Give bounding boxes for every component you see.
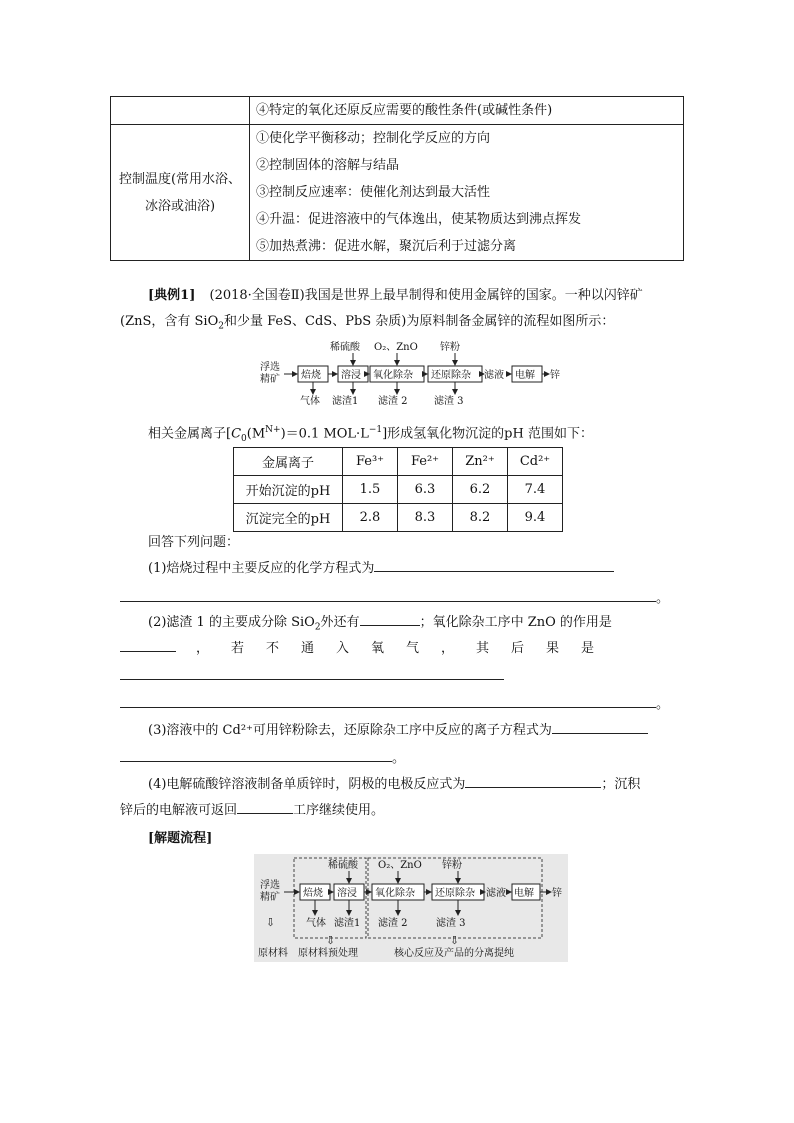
example-source: (2018·全国卷Ⅱ) [209,288,305,303]
flow-output: 气体 [306,918,326,929]
flow-step: 还原除杂 [431,370,471,381]
question-3: (3)溶液中的 Cd²⁺可用锌粉除去，还原除杂工序中反应的离子方程式为 [148,718,704,744]
temperature-label-1: 控制温度(常用水浴、 [118,171,242,187]
flow-step: 电解 [514,888,534,899]
table-cell: 6.2 [453,476,508,504]
table-header: Cd²⁺ [508,448,563,476]
question-2-line-2: ，若不通入氧气，其后果是 [120,636,676,662]
table-cell: 开始沉淀的pH [234,476,343,504]
ph-table [233,447,563,532]
stage-label: 核心反应及产品的分离提纯 [394,948,514,959]
flow-start-1: 浮选 [260,362,280,373]
question-3-line-2: 。 [120,746,676,772]
example-line-2: (ZnS，含有 SiO$_2$和少量 FeS、CdS、PbS 杂质)为原料制备金属锌的流程如图所示： [120,314,615,332]
flow-step: 溶浸 [341,370,361,381]
question-2-line-4: 。 [120,692,676,718]
question-1: (1)焙烧过程中主要反应的化学方程式为 [148,556,704,582]
flow-step: 焙烧 [303,888,323,899]
stage-label: 原材料 [258,948,288,959]
table-row [234,448,563,476]
down-arrow-icon: ⇩ [450,934,460,947]
table-cell: 8.3 [398,504,453,532]
question-4: (4)电解硫酸锌溶液制备单质锌时，阴极的电极反应式为 ；沉积 [148,772,704,798]
ion-intro: 相关金属离子[$C_0(M^{N+})=0.1$ $MOL\cdot L^{-1}$]形成氢氧化物沉淀的pH 范围如下： [148,425,593,444]
list-item: ④升温：促进溶液中的气体逸出，使某物质达到沸点挥发 [256,212,582,227]
table-header: Zn²⁺ [453,448,508,476]
flow-step: 焙烧 [301,370,321,381]
list-item: ②控制固体的溶解与结晶 [256,158,400,173]
flow-start-2: 精矿 [260,892,280,903]
answer-blank[interactable] [120,665,504,680]
flow-end: 锌 [552,888,562,899]
table-cell: 8.2 [453,504,508,532]
answer-blank[interactable] [360,611,420,626]
flow-input: O₂、ZnO [378,860,422,871]
conditions-table [110,96,684,261]
answer-blank[interactable] [552,719,648,734]
flow-end: 锌 [550,370,560,381]
flow-output: 气体 [300,396,320,407]
question-4-line-2: 锌后的电解液可返回 工序继续使用。 [120,798,676,824]
answer-blank[interactable] [120,637,176,652]
example-label: [典例1] [148,288,196,303]
table-cell: 9.4 [508,504,563,532]
flow-step: 氧化除杂 [373,370,413,381]
solution-label: [解题流程] [148,831,213,846]
questions-intro: 回答下列问题： [148,535,240,550]
question-2-line-3 [120,664,676,690]
flow-start-1: 浮选 [260,880,280,891]
flow-input: 锌粉 [442,860,462,871]
list-item: ③控制反应速率：使催化剂达到最大活性 [256,185,491,200]
table-cell: 沉淀完全的pH [234,504,343,532]
flow-input: 稀硫酸 [328,860,358,871]
question-2: (2)滤渣 1 的主要成分除 SiO$_2$外还有 ；氧化除杂工序中 ZnO 的作用是 [148,610,704,641]
flow-step-text: 滤液 [486,888,506,899]
flow-step: 溶浸 [337,888,357,899]
flow-step-text: 滤液 [484,370,504,381]
example-line-1 [148,283,704,309]
table-cell-empty [111,97,250,125]
list-item: ⑤加热煮沸：促进水解，聚沉后利于过滤分离 [256,239,517,254]
table-row [234,476,563,504]
solution-flow-diagram [254,854,568,962]
flow-input: O₂、ZnO [374,342,418,353]
table-cell: 2.8 [343,504,398,532]
answer-blank[interactable] [237,799,293,814]
table-cell: ④特定的氧化还原反应需要的酸性条件(或碱性条件) [256,103,553,118]
flow-output: 滤渣 2 [378,918,408,929]
answer-blank[interactable] [120,693,656,708]
solution-flow-panel [254,854,568,962]
list-item: ①使化学平衡移动；控制化学反应的方向 [256,131,491,146]
flow-step: 电解 [515,370,535,381]
flow-output: 滤渣1 [332,396,359,407]
flow-output: 滤渣1 [334,918,361,929]
table-header: Fe³⁺ [343,448,398,476]
stage-label: 原材料预处理 [298,948,358,959]
example-text: 我国是世界上最早制得和使用金属锌的国家。一种以闪锌矿 [304,288,643,303]
question-1-line-2: 。 [120,586,676,612]
flow-start-2: 精矿 [260,374,280,385]
flow-input: 稀硫酸 [330,342,360,353]
flow-output: 滤渣 3 [434,396,464,407]
temperature-label-2: 冰浴或油浴) [144,198,216,214]
answer-blank[interactable] [465,773,601,788]
flow-input: 锌粉 [440,342,460,353]
table-cell-temperature [111,125,250,261]
process-flow-diagram [260,340,580,412]
down-arrow-icon: ⇩ [326,934,336,947]
down-arrow-icon: ⇩ [266,916,276,929]
table-header: 金属离子 [234,448,343,476]
flow-step: 还原除杂 [435,888,475,899]
flow-output: 滤渣 3 [436,918,466,929]
answer-blank[interactable] [120,747,392,762]
table-cell: 7.4 [508,476,563,504]
flow-output: 滤渣 2 [378,396,408,407]
table-cell: 6.3 [398,476,453,504]
table-header: Fe²⁺ [398,448,453,476]
answer-blank[interactable] [374,557,614,572]
table-cell: 1.5 [343,476,398,504]
table-row [234,504,563,532]
flow-step: 氧化除杂 [375,888,415,899]
answer-blank[interactable] [120,587,656,602]
